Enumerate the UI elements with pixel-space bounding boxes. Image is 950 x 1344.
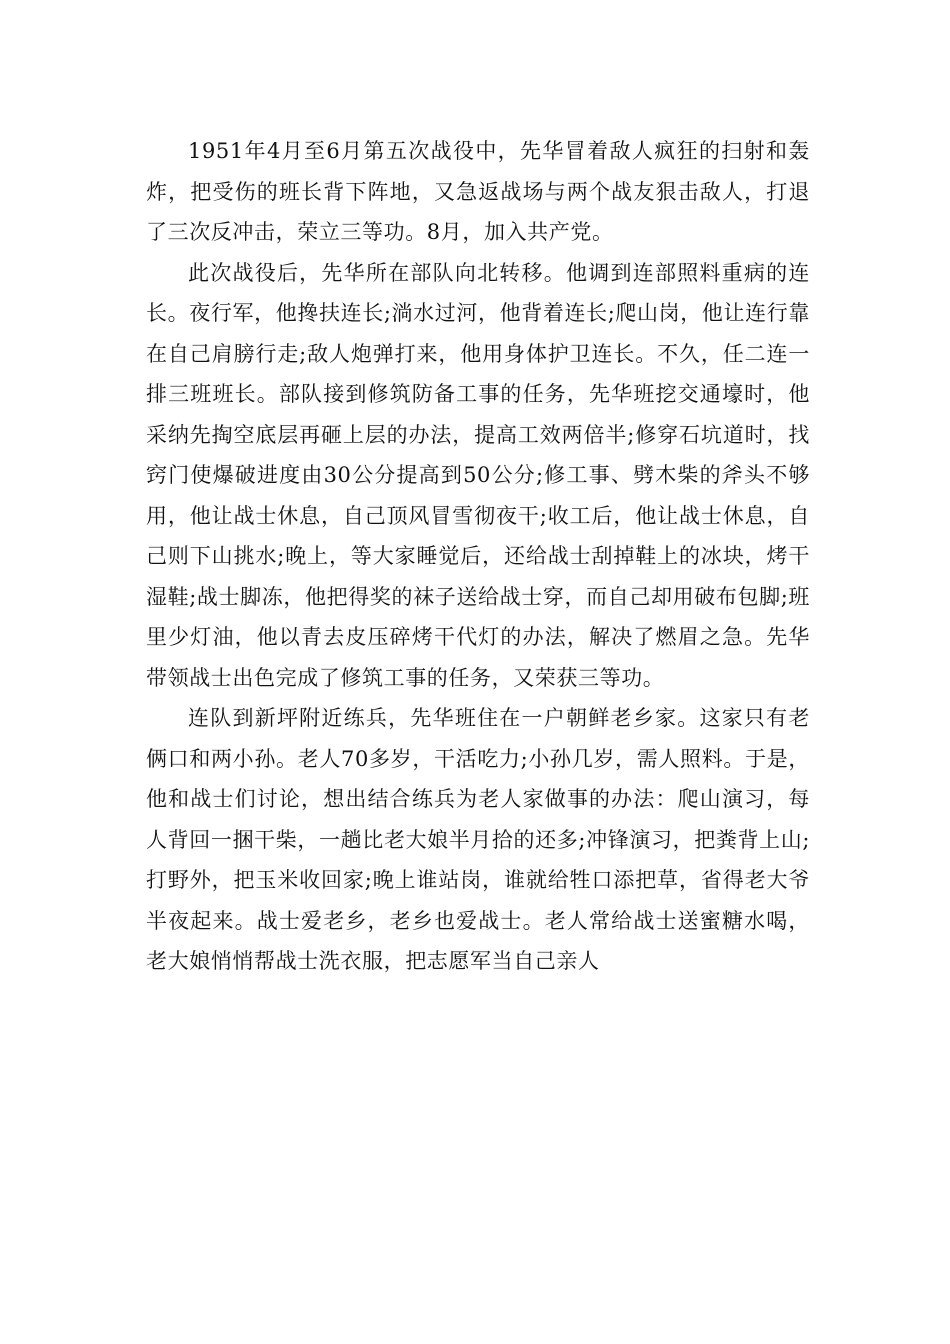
document-body xyxy=(146,131,810,982)
paragraph-3: 连队到新坪附近练兵，先华班住在一户朝鲜老乡家。这家只有老俩口和两小孙。老人70多岁，干活吃力;小孙几岁，需人照料。于是，他和战士们讨论，想出结合练兵为老人家做事的办法：爬山演习，每人背回一捆干柴，一趟比老大娘半月拾的还多;冲锋演习，把粪背上山;打野外，把玉米收回家;晚上谁站岗，谁就给牲口添把草，省得老大爷半夜起来。战士爱老乡，老乡也爱战士。老人常给战士送蜜糖水喝，老大娘悄悄帮战士洗衣服，把志愿军当自己亲人 xyxy=(146,706,810,973)
paragraph-1: 1951年4月至6月第五次战役中，先华冒着敌人疯狂的扫射和轰炸，把受伤的班长背下阵地，又急返战场与两个战友狠击敌人，打退了三次反冲击，荣立三等功。8月，加入共产党。 xyxy=(146,139,810,244)
paragraph-2: 此次战役后，先华所在部队向北转移。他调到连部照料重病的连长。夜行军，他搀扶连长;淌水过河，他背着连长;爬山岗，他让连行靠在自己肩膀行走;敌人炮弹打来，他用身体护卫连长。不久，任二连一排三班班长。部队接到修筑防备工事的任务，先华班挖交通壕时，他采纳先掏空底层再砸上层的办法，提高工效两倍半;修穿石坑道时，找窍门使爆破进度由30公分提高到50公分;修工事、劈木柴的斧头不够用，他让战士休息，自己顶风冒雪彻夜干;收工后，他让战士休息，自己则下山挑水;晚上，等大家睡觉后，还给战士刮掉鞋上的冰块，烤干湿鞋;战士脚冻，他把得奖的袜子送给战士穿，而自己却用破布包脚;班里少灯油，他以青去皮压碎烤干代灯的办法，解决了燃眉之急。先华带领战士出色完成了修筑工事的任务，又荣获三等功。 xyxy=(146,260,810,690)
